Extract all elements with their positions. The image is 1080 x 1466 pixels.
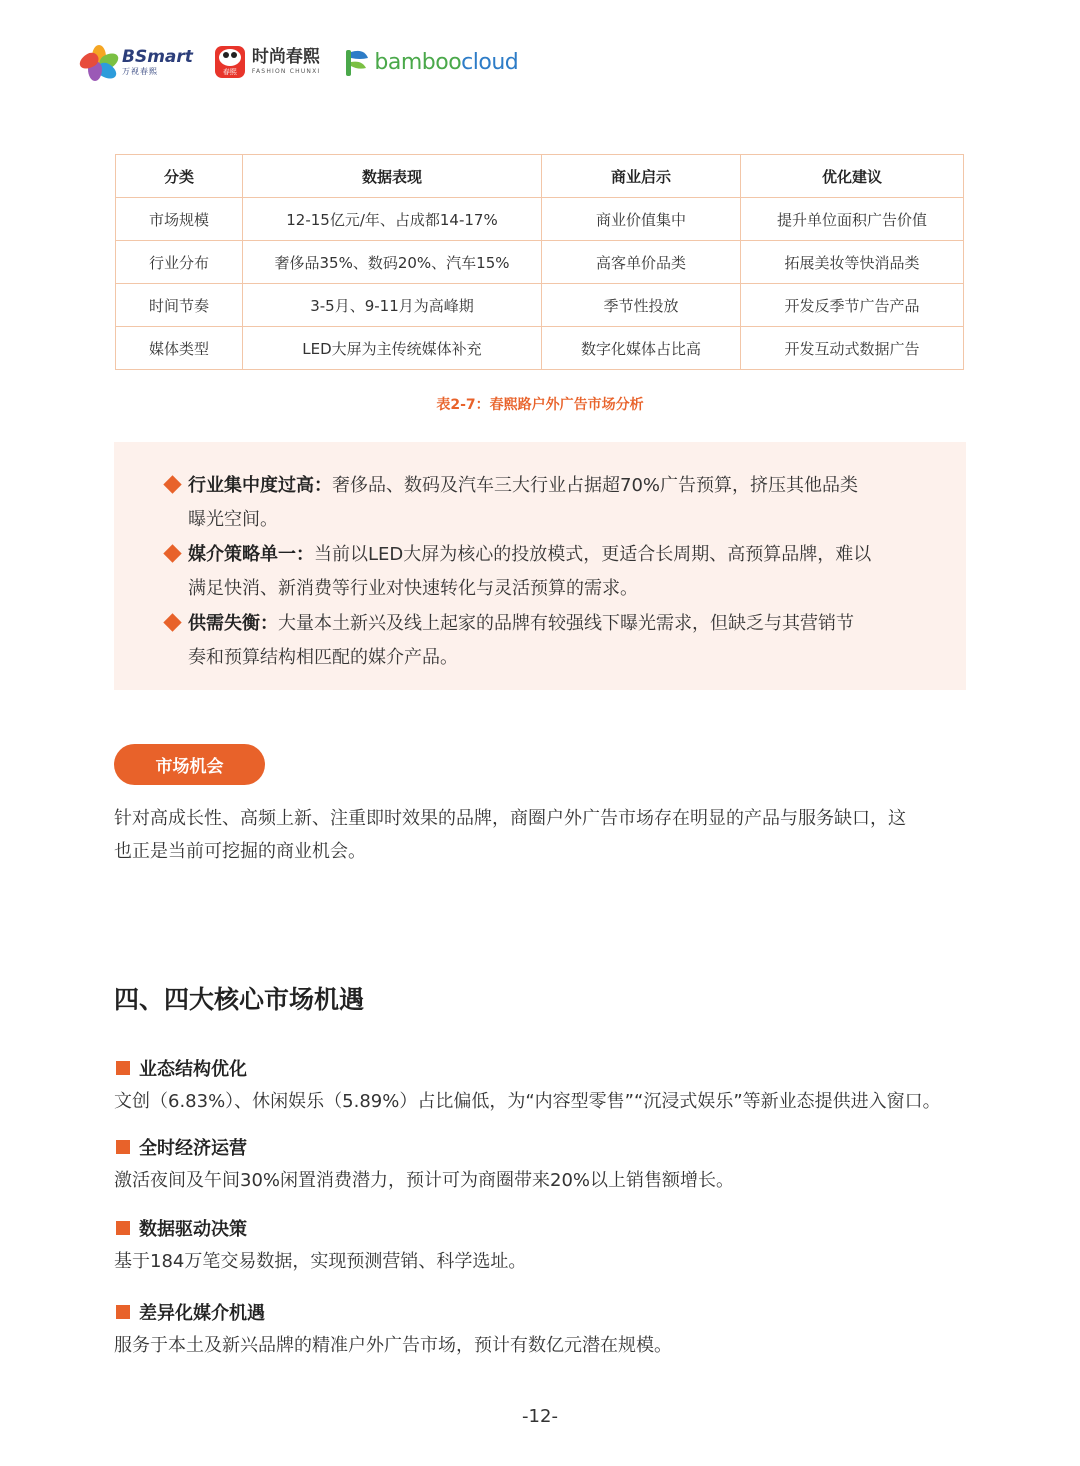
- market-opportunity-pill: 市场机会: [114, 744, 265, 785]
- opportunity-line1: 针对高成长性、高频上新、注重即时效果的品牌，商圈户外广告市场存在明显的产品与服务缺口，这: [114, 808, 906, 829]
- square-bullet-icon: [116, 1140, 130, 1154]
- table-cell: 12-15亿元/年、占成都14-17%: [243, 198, 542, 241]
- opportunity-item-heading: [116, 1055, 247, 1081]
- market-analysis-table: [115, 154, 964, 370]
- bsmart-sub: 万视春熙: [122, 66, 158, 76]
- opportunity-item-text: 文创（6.83%）、休闲娱乐（5.89%）占比偏低，为“内容型零售”“沉浸式娱乐”等新业态提供进入窗口。: [114, 1091, 941, 1112]
- page-number: -12-: [522, 1406, 558, 1427]
- table-cell: 季节性投放: [542, 284, 741, 327]
- table-cell: 开发反季节广告产品: [741, 284, 964, 327]
- opportunity-item-heading: [116, 1299, 265, 1325]
- table-cell: 奢侈品35%、数码20%、汽车15%: [243, 241, 542, 284]
- panda-badge: 春熙: [222, 68, 237, 76]
- table-cell: 媒体类型: [116, 327, 243, 370]
- problem-callout: [114, 442, 966, 690]
- fashion-name: 时尚春熙: [251, 47, 320, 67]
- bsmart-logo: [80, 45, 193, 79]
- opportunity-item-title: 全时经济运营: [139, 1138, 247, 1159]
- table-cell: 高客单价品类: [542, 241, 741, 284]
- opportunity-item-title: 差异化媒介机遇: [139, 1303, 265, 1324]
- table-row: [116, 241, 964, 284]
- opportunity-item-text: 服务于本土及新兴品牌的精准户外广告市场，预计有数亿元潜在规模。: [114, 1335, 672, 1356]
- callout-item-line1: 奢侈品、数码及汽车三大行业占据超70%广告预算，挤压其他品类: [332, 475, 859, 496]
- callout-item: [166, 607, 926, 675]
- callout-item-title: 供需失衡：: [188, 613, 278, 634]
- table-header-row: [116, 155, 964, 198]
- callout-item-line2: 奏和预算结构相匹配的媒介产品。: [188, 647, 458, 668]
- bamboo-name-part1: bamboo: [374, 49, 462, 75]
- callout-item: [166, 469, 926, 537]
- square-bullet-icon: [116, 1305, 130, 1319]
- bamboo-name-part2: cloud: [461, 49, 519, 75]
- opportunity-line2: 也正是当前可挖掘的商业机会。: [114, 841, 366, 862]
- table-caption: 表2-7：春熙路户外广告市场分析: [436, 397, 644, 413]
- section-title: 四、四大核心市场机遇: [114, 985, 365, 1014]
- table-header-cell: 商业启示: [542, 155, 741, 198]
- callout-item: [166, 538, 926, 606]
- callout-item-title: 行业集中度过高：: [188, 475, 332, 496]
- callout-item-line2: 曝光空间。: [188, 509, 278, 530]
- callout-item-line1: 当前以LED大屏为核心的投放模式，更适合长周期、高预算品牌，难以: [314, 544, 872, 565]
- table-row: [116, 327, 964, 370]
- table-header-cell: 分类: [116, 155, 243, 198]
- table-cell: 时间节奏: [116, 284, 243, 327]
- callout-item-line2: 满足快消、新消费等行业对快速转化与灵活预算的需求。: [188, 578, 638, 599]
- fashion-chunxi-logo: [215, 46, 320, 78]
- fashion-sub: FASHION CHUNXI: [251, 68, 321, 75]
- opportunity-paragraph: [114, 802, 974, 868]
- callout-item-title: 媒介策略单一：: [188, 544, 314, 565]
- table-header-cell: 优化建议: [741, 155, 964, 198]
- opportunity-item-heading: [116, 1134, 247, 1160]
- table-cell: LED大屏为主传统媒体补充: [243, 327, 542, 370]
- table-cell: 商业价值集中: [542, 198, 741, 241]
- table-cell: 3-5月、9-11月为高峰期: [243, 284, 542, 327]
- bsmart-name: BSmart: [122, 46, 193, 67]
- bsmart-flower-icon: [80, 45, 118, 79]
- opportunity-item-title: 数据驱动决策: [139, 1219, 247, 1240]
- header-logos: [80, 40, 540, 84]
- table-row: [116, 198, 964, 241]
- panda-icon: [215, 46, 245, 78]
- callout-item-line1: 大量本土新兴及线上起家的品牌有较强线下曝光需求，但缺乏与其营销节: [278, 613, 854, 634]
- square-bullet-icon: [116, 1221, 130, 1235]
- table-cell: 开发互动式数据广告: [741, 327, 964, 370]
- table-cell: 数字化媒体占比高: [542, 327, 741, 370]
- square-bullet-icon: [116, 1061, 130, 1075]
- opportunity-item-text: 激活夜间及午间30%闲置消费潜力，预计可为商圈带来20%以上销售额增长。: [114, 1170, 735, 1191]
- bamboocloud-logo: [342, 46, 518, 78]
- opportunity-item-title: 业态结构优化: [139, 1059, 247, 1080]
- table-cell: 行业分布: [116, 241, 243, 284]
- table-header-cell: 数据表现: [243, 155, 542, 198]
- table-cell: 市场规模: [116, 198, 243, 241]
- table-cell: 提升单位面积广告价值: [741, 198, 964, 241]
- bamboo-leaf-icon: [342, 46, 372, 78]
- opportunity-item-text: 基于184万笔交易数据，实现预测营销、科学选址。: [114, 1251, 527, 1272]
- table-row: [116, 284, 964, 327]
- table-cell: 拓展美妆等快消品类: [741, 241, 964, 284]
- opportunity-item-heading: [116, 1215, 247, 1241]
